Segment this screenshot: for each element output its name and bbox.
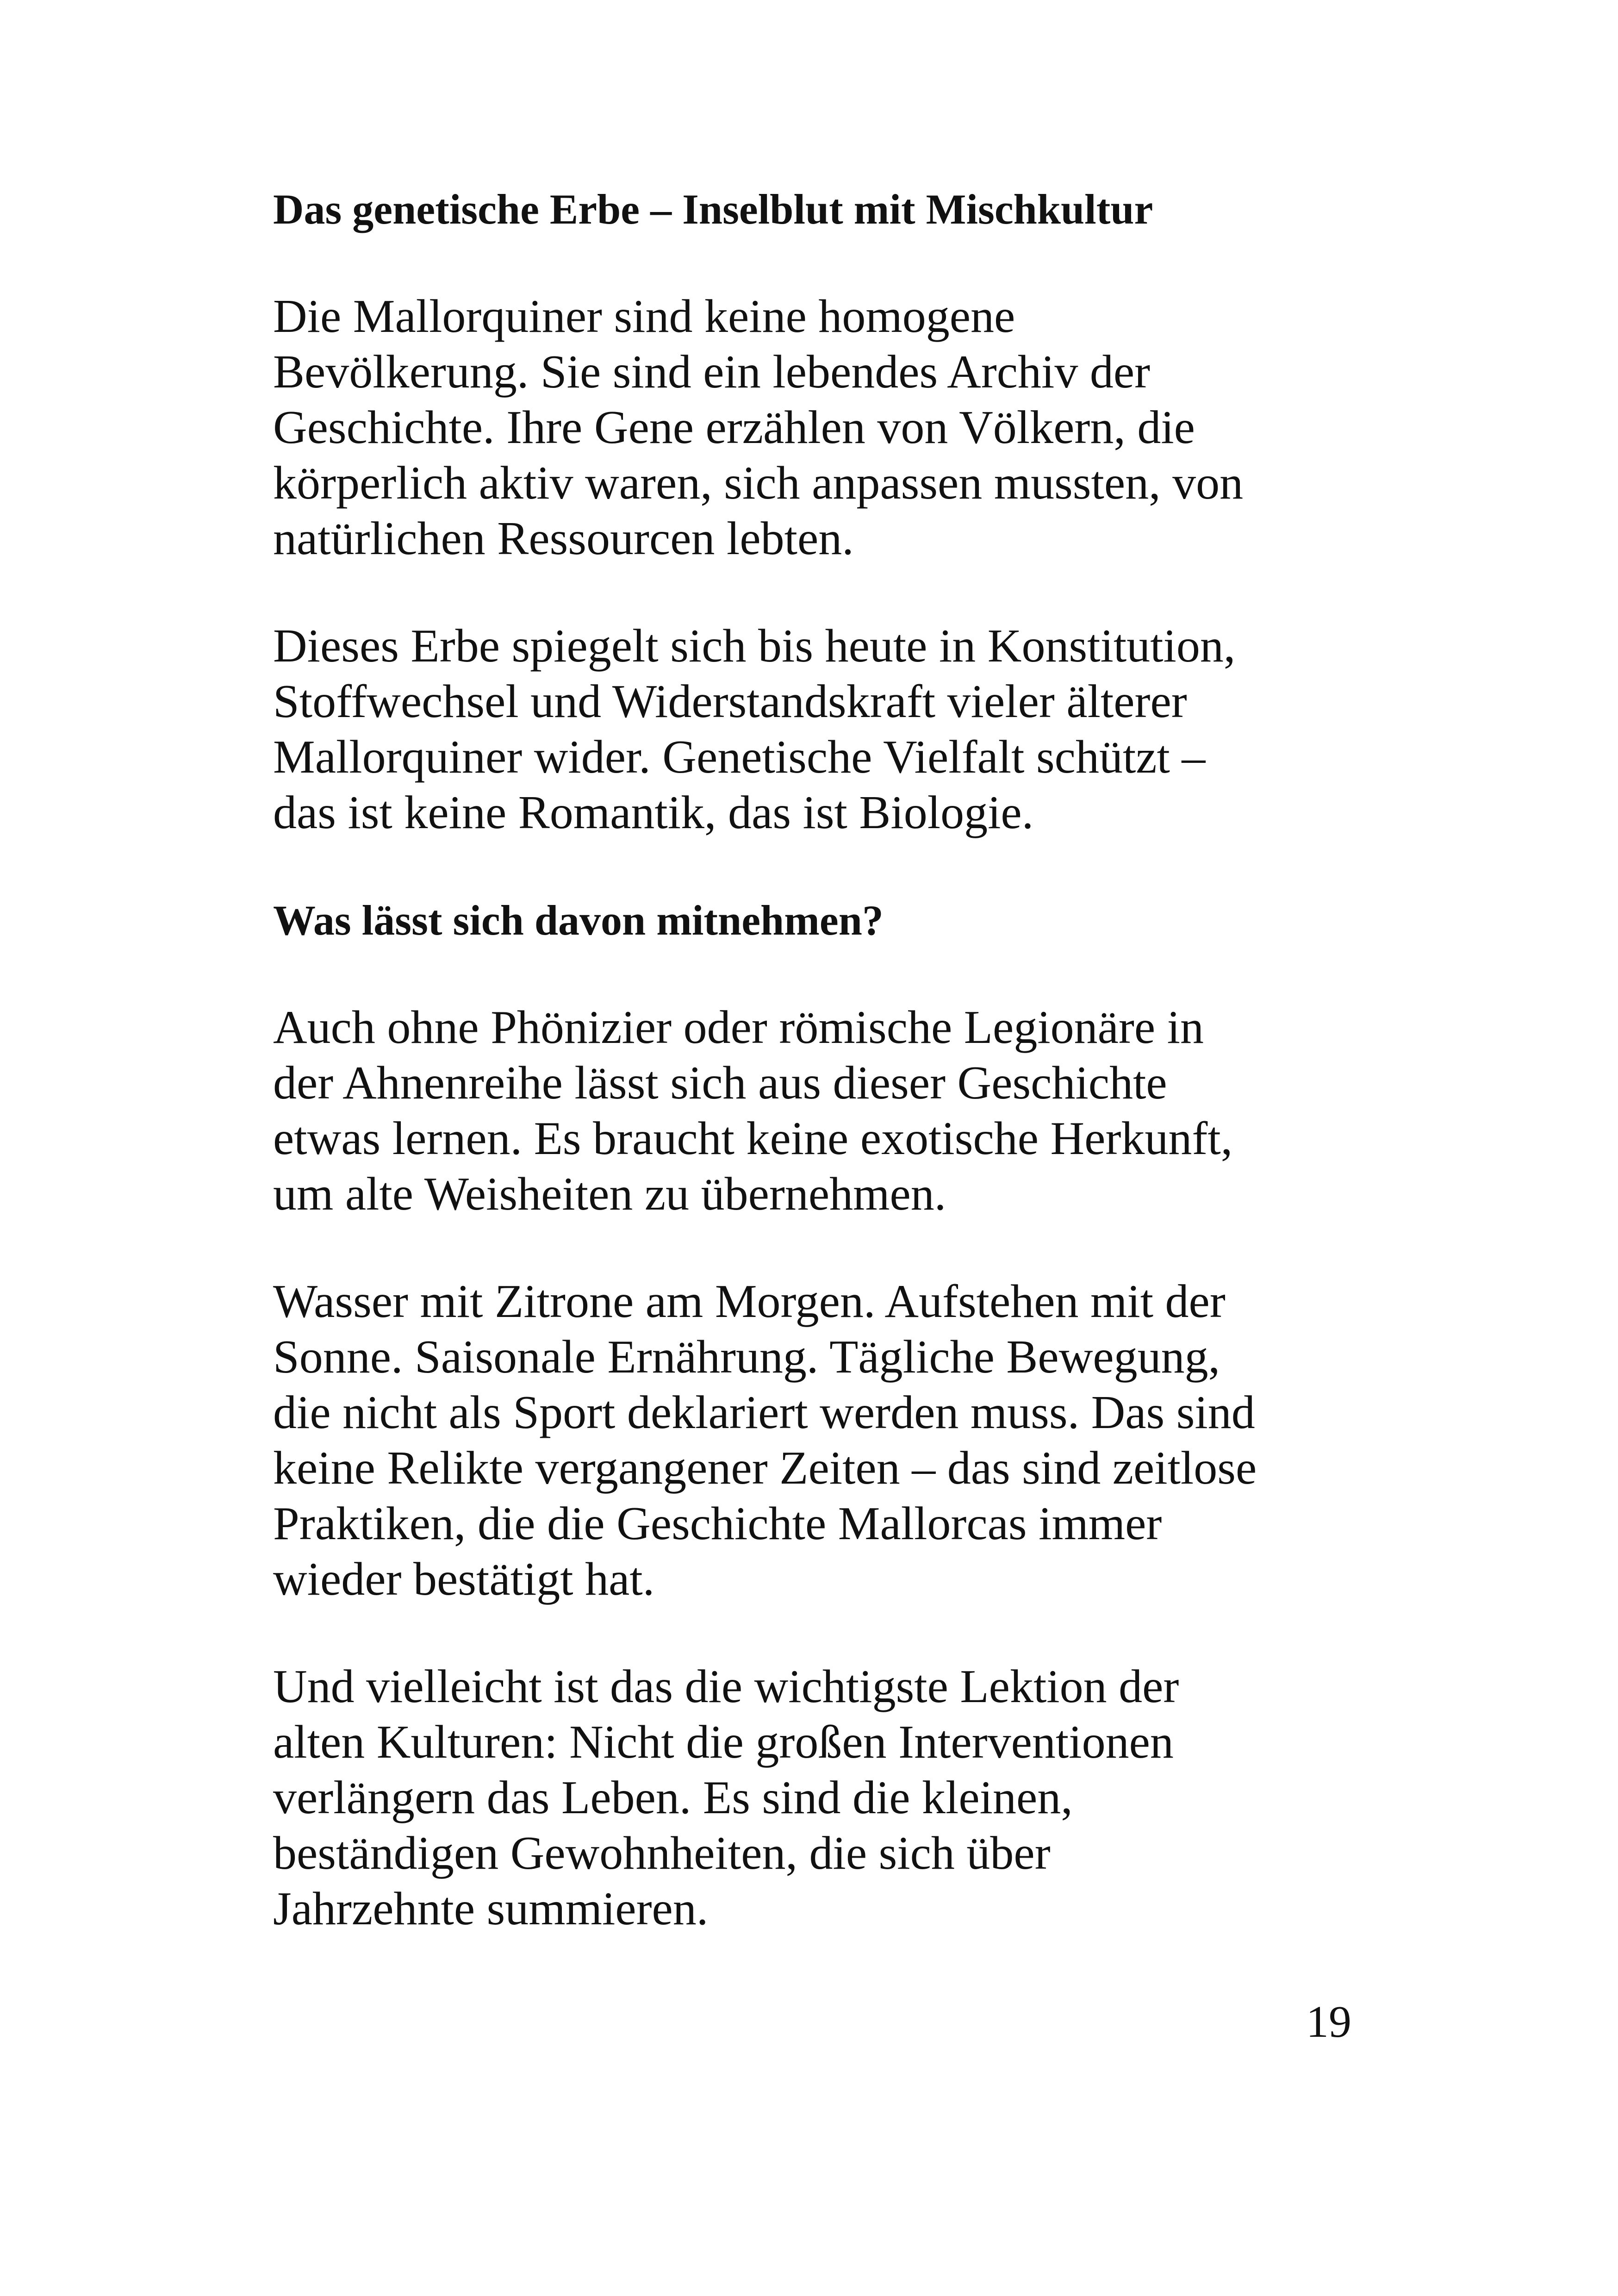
text-line: Geschichte. Ihre Gene erzählen von Völkern, die xyxy=(273,401,1195,454)
page-content xyxy=(273,181,1351,1989)
text-line: verlängern das Leben. Es sind die kleinen, xyxy=(273,1772,1073,1824)
page-number: 19 xyxy=(1306,1997,1351,2047)
text-line: Jahrzehnte summieren. xyxy=(273,1883,709,1935)
paragraph-daily-practices xyxy=(273,1274,1351,1607)
text-line: Stoffwechsel und Widerstandskraft vieler älterer xyxy=(273,675,1187,728)
text-line: wieder bestätigt hat. xyxy=(273,1553,655,1605)
text-line: beständigen Gewohnheiten, die sich über xyxy=(273,1827,1051,1879)
text-line: der Ahnenreihe lässt sich aus dieser Geschichte xyxy=(273,1057,1167,1109)
text-line: um alte Weisheiten zu übernehmen. xyxy=(273,1168,946,1220)
text-line: Und vielleicht ist das die wichtigste Lektion der xyxy=(273,1660,1179,1713)
text-line: die nicht als Sport deklariert werden muss. Das sind xyxy=(273,1386,1255,1439)
text-line: Mallorquiner wider. Genetische Vielfalt schützt – xyxy=(273,731,1206,783)
text-line: Wasser mit Zitrone am Morgen. Aufstehen mit der xyxy=(273,1275,1226,1328)
section-heading-takeaways: Was lässt sich davon mitnehmen? xyxy=(273,897,884,944)
section-heading-genetic-heritage: Das genetische Erbe – Inselblut mit Mischkultur xyxy=(273,186,1153,233)
paragraph-lessons xyxy=(273,1000,1351,1222)
paragraph-genetic-diversity xyxy=(273,289,1351,567)
paragraph-heritage-biology xyxy=(273,618,1351,841)
text-line: Bevölkerung. Sie sind ein lebendes Archiv der xyxy=(273,346,1151,398)
text-line: Sonne. Saisonale Ernährung. Tägliche Bewegung, xyxy=(273,1331,1220,1383)
text-line: Die Mallorquiner sind keine homogene xyxy=(273,290,1015,343)
text-line: Praktiken, die die Geschichte Mallorcas immer xyxy=(273,1497,1162,1550)
text-line: keine Relikte vergangener Zeiten – das sind zeitlose xyxy=(273,1442,1257,1494)
text-line: das ist keine Romantik, das ist Biologie. xyxy=(273,786,1034,839)
text-line: Auch ohne Phönizier oder römische Legionäre in xyxy=(273,1001,1204,1054)
text-line: etwas lernen. Es braucht keine exotische Herkunft, xyxy=(273,1112,1233,1165)
text-line: Dieses Erbe spiegelt sich bis heute in Konstitution, xyxy=(273,620,1236,672)
text-line: alten Kulturen: Nicht die großen Interventionen xyxy=(273,1716,1174,1768)
text-line: natürlichen Ressourcen lebten. xyxy=(273,512,854,565)
paragraph-small-habits xyxy=(273,1659,1351,1937)
text-line: körperlich aktiv waren, sich anpassen mussten, von xyxy=(273,457,1244,509)
